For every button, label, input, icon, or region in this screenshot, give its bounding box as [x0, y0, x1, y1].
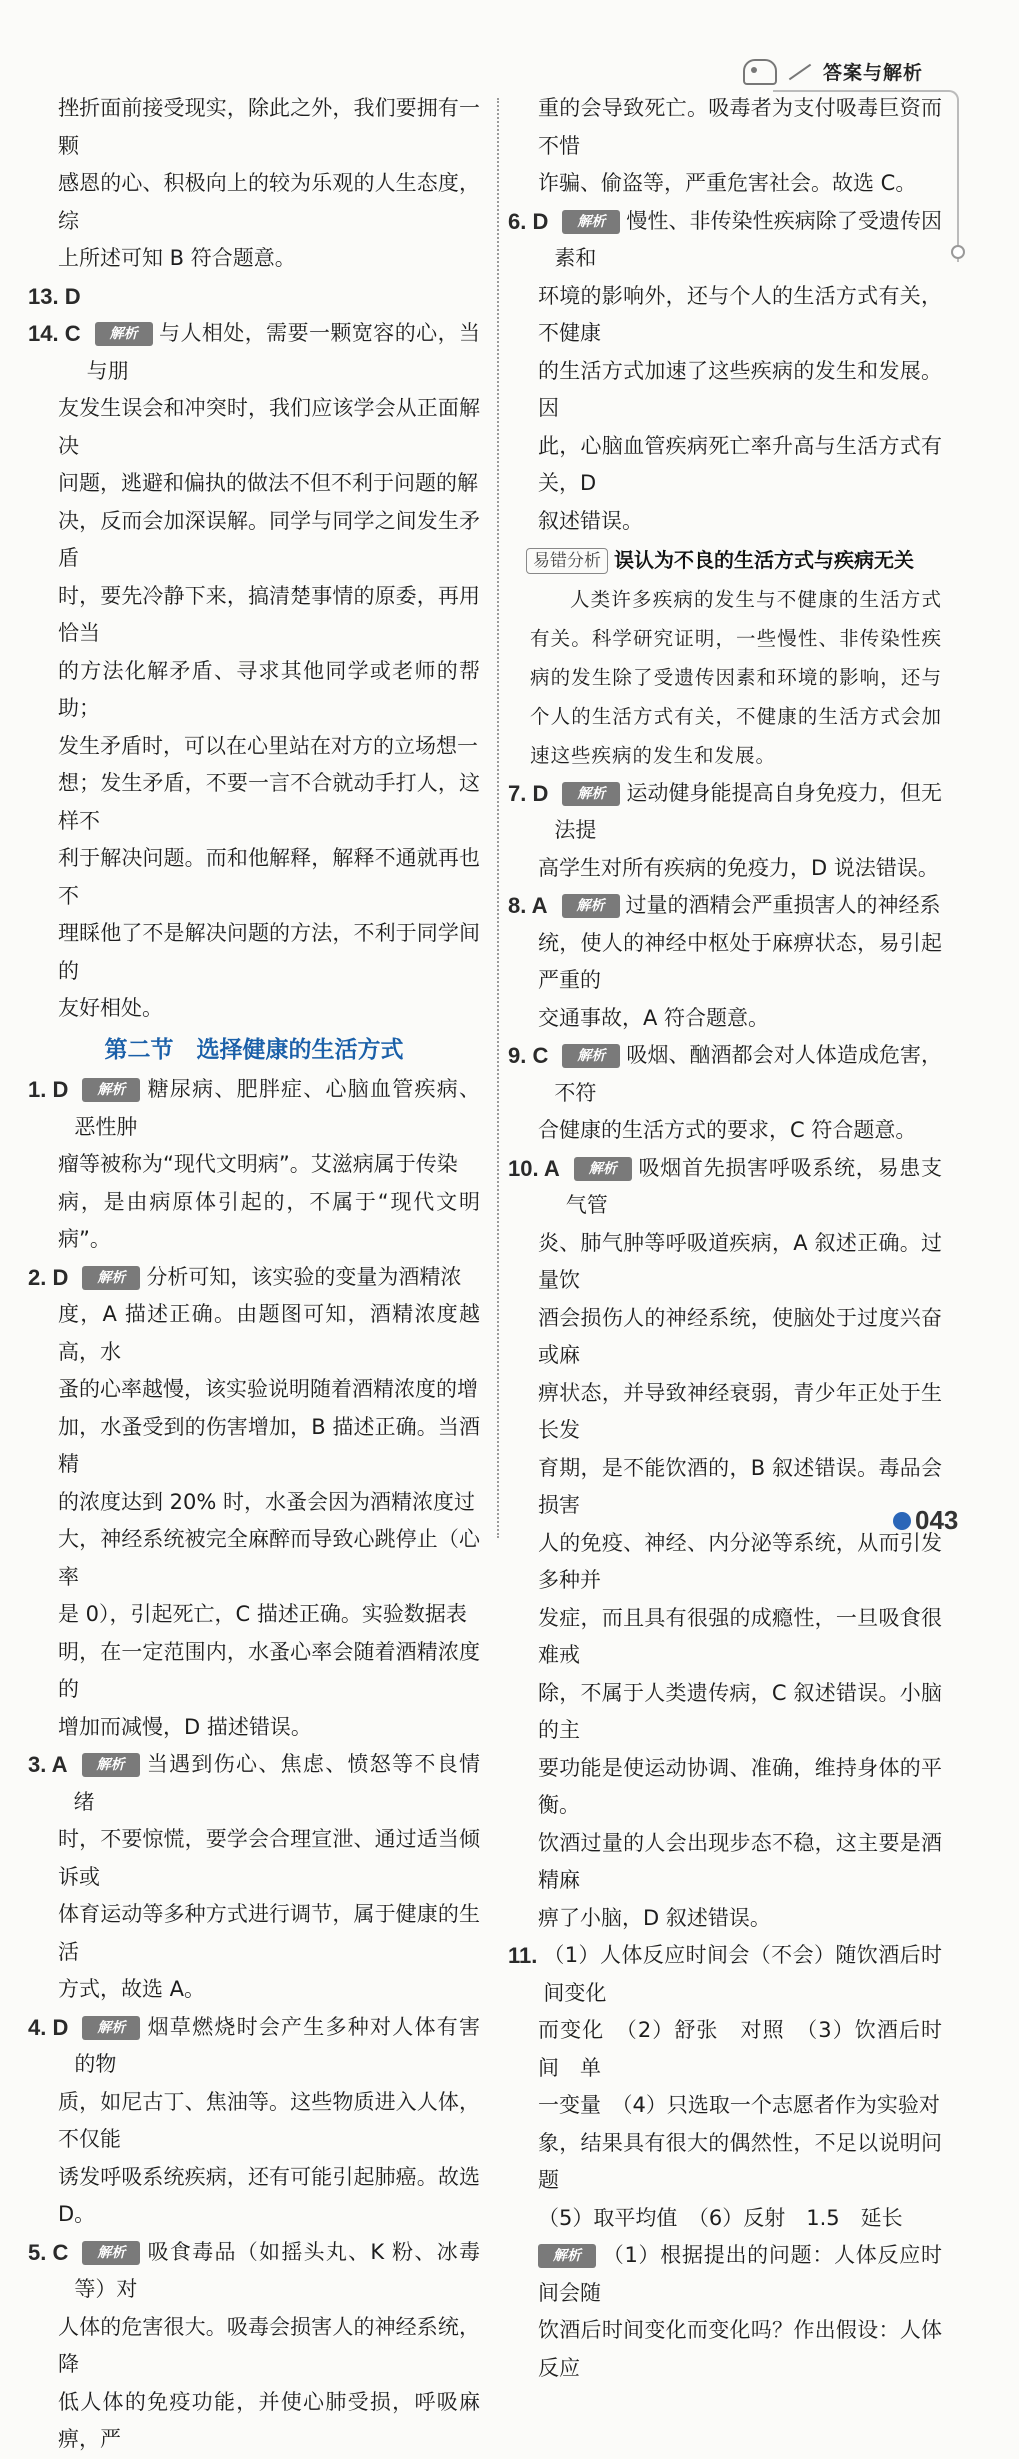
- answer-number: 11.: [508, 1943, 538, 1968]
- answer-number: 14. C: [28, 321, 81, 346]
- analysis-tag: 解析: [82, 1078, 140, 1102]
- answer-10: 10. A 解析 吸烟首先损害呼吸系统，易患支气管: [508, 1150, 942, 1225]
- frame-ring: [951, 245, 965, 259]
- answer-14-text: 友发生误会和冲突时，我们应该学会从正面解决 问题，逃避和偏执的做法不但不利于问题的解 决，反而会加深误解。同学与同学之间发生矛盾 时，要先冷静下来，搞清楚事情的原委，再用恰当 的方法化解矛盾、寻求其他同学或老师的帮助； 发生矛盾时，可以在心里站在对方的立场想一 想；发生矛盾，不要一言不合就动手打人，这样不 利于解决问题。而和他解释，解释不通就再也不 理睬他了不是解决问题的方法，不利于同学间的 友好相处。: [58, 396, 480, 1020]
- continued-text: 重的会导致死亡。吸毒者为支付吸毒巨资而不惜 诈骗、偷盗等，严重危害社会。故选 C。: [538, 96, 942, 195]
- answer-number: 3. A: [28, 1752, 68, 1777]
- answer-number: 13. D: [28, 283, 81, 309]
- answer-2: 2. D 解析 分析可知，该实验的变量为酒精浓: [28, 1259, 480, 1297]
- answer-9: 9. C 解析 吸烟、酗酒都会对人体造成危害，不符: [508, 1037, 942, 1112]
- analysis-tag: 解析: [95, 322, 153, 346]
- answer-8-text: 统，使人的神经中枢处于麻痹状态，易引起严重的 交通事故，A 符合题意。: [538, 930, 942, 1030]
- answer-5-text: 人体的危害很大。吸毒会损害人的神经系统，降 低人体的免疫功能，并使心肺受损，呼吸麻痹，严: [58, 2314, 480, 2451]
- left-column: [28, 90, 480, 2459]
- answer-6: 6. D 解析 慢性、非传染性疾病除了受遗传因素和: [508, 203, 942, 278]
- analysis-tag: 解析: [82, 1753, 140, 1777]
- answer-3: 3. A 解析 当遇到伤心、焦虑、愤怒等不良情绪: [28, 1746, 480, 1821]
- answer-6-text: 环境的影响外，还与个人的生活方式有关，不健康 的生活方式加速了这些疾病的发生和发展。因 此，心脑血管疾病死亡率升高与生活方式有关，D 叙述错误。: [538, 283, 942, 533]
- answer-number: 4. D: [28, 2014, 69, 2040]
- page-number: 043: [893, 1505, 958, 1536]
- answer-7-text: 高学生对所有疾病的免疫力，D 说法错误。: [538, 855, 939, 880]
- answer-number: 8. A: [508, 893, 548, 918]
- header-title: 答案与解析: [822, 62, 923, 84]
- analysis-tag: 解析: [562, 210, 620, 234]
- error-analysis-tag: 易错分析: [526, 548, 608, 574]
- answer-1: 1. D 解析 糖尿病、肥胖症、心脑血管疾病、恶性肿: [28, 1071, 480, 1146]
- answer-11: 11. （1）人体反应时间会（不会）随饮酒后时间变化: [508, 1937, 942, 2012]
- answer-number: 9. C: [508, 1043, 549, 1068]
- answer-2-text: 度，A 描述正确。由题图可知，酒精浓度越高，水 蚤的心率越慢，该实验说明随着酒精浓度的增 加，水蚤受到的伤害增加，B 描述正确。当酒精 的浓度达到 20% 时，水蚤会因为酒精浓度过 大，神经系统被完全麻醉而导致心跳停止（心率 是 0），引起死亡，C 描述正确。实验数据表 明，在一定范围内，水蚤心率会随着酒精浓度的 增加而减慢，D 描述错误。: [58, 1302, 480, 1739]
- error-analysis-header: [526, 542, 942, 580]
- answer-10-text: 炎、肺气肿等呼吸道疾病，A 叙述正确。过量饮 酒会损伤人的神经系统，使脑处于过度兴奋或麻 痹状态，并导致神经衰弱，青少年正处于生长发 育期，是不能饮酒的，B 叙述错误。毒品会损害 人的免疫、神经、内分泌等系统，从而引发多种并 发症，而且具有很强的成瘾性，一旦吸食很难戒 除，不属于人类遗传病，C 叙述错误。小脑的主 要功能是使运动协调、准确，维持身体的平衡。 饮酒过量的人会出现步态不稳，这主要是酒精麻 痹了小脑，D 叙述错误。: [538, 1230, 942, 1930]
- answer-number: 2. D: [28, 1264, 69, 1290]
- answer-14: 14. C 解析 与人相处，需要一颗宽容的心，当与朋: [28, 315, 480, 390]
- analysis-tag: 解析: [82, 2016, 140, 2040]
- answer-1-text: 瘤等被称为“现代文明病”。艾滋病属于传染 病，是由病原体引起的，不属于“现代文明病”。: [58, 1152, 480, 1251]
- answer-number: 10. A: [508, 1155, 560, 1181]
- answer-number: 5. C: [28, 2239, 69, 2265]
- answer-5: 5. C 解析 吸食毒品（如摇头丸、K 粉、冰毒等）对: [28, 2234, 480, 2309]
- right-column: [508, 90, 942, 2387]
- answer-number: 1. D: [28, 1077, 69, 1102]
- analysis-tag: 解析: [562, 894, 620, 918]
- answer-4: 4. D 解析 烟草燃烧时会产生多种对人体有害的物: [28, 2009, 480, 2084]
- answer-11-text: 而变化 （2）舒张 对照 （3）饮酒后时间 单 一变量 （4）只选取一个志愿者作为实验对 象，结果具有很大的偶然性，不足以说明问题 （5）取平均值 （6）反射 1.5 延长 解析 （1）根据提出的问题：人体反应时间会随 饮酒后时间变化而变化吗？作出假设：人体反应: [538, 2018, 942, 2380]
- answer-number: 6. D: [508, 208, 549, 234]
- slash-divider: [789, 63, 811, 80]
- continued-text: 挫折面前接受现实，除此之外，我们要拥有一颗 感恩的心、积极向上的较为乐观的人生态度，综 上所述可知 B 符合题意。: [58, 96, 480, 270]
- page-header: [743, 58, 923, 85]
- answer-number: 7. D: [508, 780, 549, 806]
- analysis-tag: 解析: [562, 782, 620, 806]
- answer-13: [28, 278, 480, 316]
- analysis-tag: 解析: [82, 2241, 140, 2265]
- page-dot-icon: [893, 1512, 911, 1530]
- error-analysis-title: 误认为不良的生活方式与疾病无关: [614, 548, 914, 572]
- answer-7: 7. D 解析 运动健身能提高自身免疫力，但无法提: [508, 775, 942, 850]
- book-reader-icon: [743, 59, 777, 85]
- column-divider: [497, 98, 499, 1538]
- section-title: 第二节 选择健康的生活方式: [104, 1036, 404, 1063]
- error-analysis-text: 人类许多疾病的发生与不健康的生活方式有关。科学研究证明，一些慢性、非传染性疾病的发生除了受遗传因素和环境的影响，还与个人的生活方式有关，不健康的生活方式会加速这些疾病的发生和发展。: [530, 587, 942, 767]
- analysis-tag: 解析: [538, 2244, 596, 2268]
- answer-9-text: 合健康的生活方式的要求，C 符合题意。: [538, 1118, 917, 1142]
- answer-8: 8. A 解析 过量的酒精会严重损害人的神经系: [508, 887, 942, 925]
- answer-4-text: 质，如尼古丁、焦油等。这些物质进入人体，不仅能 诱发呼吸系统疾病，还有可能引起肺癌。故选 D。: [58, 2089, 480, 2226]
- answer-3-text: 时，不要惊慌，要学会合理宣泄、通过适当倾诉或 体育运动等多种方式进行调节，属于健康的生活 方式，故选 A。: [58, 1827, 480, 2001]
- analysis-tag: 解析: [82, 1266, 140, 1290]
- analysis-tag: 解析: [574, 1157, 632, 1181]
- analysis-tag: 解析: [562, 1044, 620, 1068]
